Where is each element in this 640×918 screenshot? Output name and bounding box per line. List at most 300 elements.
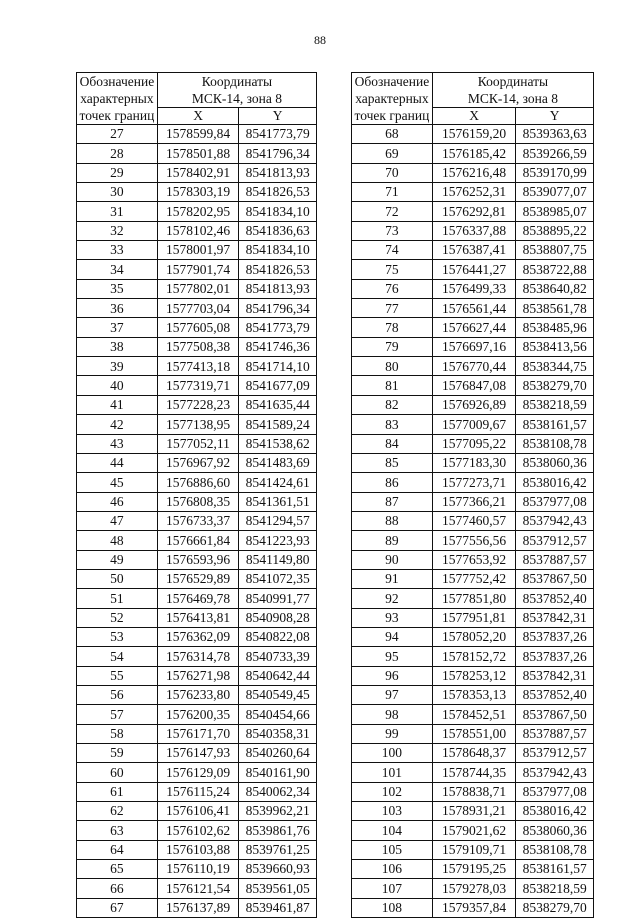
table-row — [77, 473, 317, 492]
point-number-cell: 66 — [77, 879, 158, 898]
y-coordinate-cell: 8540062,34 — [239, 782, 317, 801]
y-coordinate-cell: 8538485,96 — [516, 318, 594, 337]
point-number-cell: 64 — [77, 840, 158, 859]
x-coordinate-cell: 1577901,74 — [157, 260, 239, 279]
page-number: 88 — [314, 33, 326, 47]
table-row — [352, 840, 594, 859]
table-row — [352, 299, 594, 318]
point-number-cell: 93 — [352, 608, 433, 627]
y-coordinate-cell: 8537852,40 — [516, 589, 594, 608]
point-number-cell: 100 — [352, 744, 433, 763]
table-row — [352, 376, 594, 395]
point-number-cell: 72 — [352, 202, 433, 221]
point-number-cell: 63 — [77, 821, 158, 840]
x-coordinate-cell: 1576697,16 — [432, 337, 515, 356]
x-coordinate-cell: 1578102,46 — [157, 221, 239, 240]
x-coordinate-cell: 1576733,37 — [157, 511, 239, 530]
point-number-cell: 46 — [77, 492, 158, 511]
table-row — [352, 125, 594, 144]
y-coordinate-cell: 8541834,10 — [239, 202, 317, 221]
y-coordinate-cell: 8537852,40 — [516, 685, 594, 704]
table-row — [77, 453, 317, 472]
table-row — [352, 241, 594, 260]
x-coordinate-cell: 1576808,35 — [157, 492, 239, 511]
designation-line-2: характерных — [80, 91, 154, 106]
point-number-cell: 71 — [352, 183, 433, 202]
x-coordinate-cell: 1577228,23 — [157, 395, 239, 414]
point-number-cell: 97 — [352, 685, 433, 704]
x-coordinate-cell: 1576529,89 — [157, 569, 239, 588]
x-coordinate-cell: 1577653,92 — [432, 550, 515, 569]
y-coordinate-cell: 8538108,78 — [516, 840, 594, 859]
table-row — [77, 860, 317, 879]
x-coordinate-cell: 1577366,21 — [432, 492, 515, 511]
point-number-cell: 57 — [77, 705, 158, 724]
table-row — [352, 802, 594, 821]
point-number-cell: 35 — [77, 279, 158, 298]
table-row — [352, 395, 594, 414]
x-coordinate-cell: 1578931,21 — [432, 802, 515, 821]
point-number-cell: 102 — [352, 782, 433, 801]
point-number-cell: 42 — [77, 415, 158, 434]
point-number-cell: 70 — [352, 163, 433, 182]
x-coordinate-cell: 1577138,95 — [157, 415, 239, 434]
x-coordinate-cell: 1576216,48 — [432, 163, 515, 182]
x-coordinate-cell: 1576129,09 — [157, 763, 239, 782]
y-coordinate-cell: 8537977,08 — [516, 782, 594, 801]
point-number-cell: 85 — [352, 453, 433, 472]
table-row — [77, 395, 317, 414]
y-coordinate-cell: 8540991,77 — [239, 589, 317, 608]
table-row — [77, 318, 317, 337]
table-row — [77, 763, 317, 782]
y-coordinate-cell: 8541826,53 — [239, 183, 317, 202]
y-coordinate-cell: 8537837,26 — [516, 627, 594, 646]
y-coordinate-cell: 8537887,57 — [516, 724, 594, 743]
point-number-cell: 77 — [352, 299, 433, 318]
point-number-cell: 56 — [77, 685, 158, 704]
y-coordinate-cell: 8539761,25 — [239, 840, 317, 859]
table-row — [77, 299, 317, 318]
point-number-cell: 80 — [352, 357, 433, 376]
table-row — [352, 569, 594, 588]
table-row — [352, 821, 594, 840]
x-coordinate-cell: 1576106,41 — [157, 802, 239, 821]
table-row — [352, 685, 594, 704]
table-row — [77, 647, 317, 666]
x-coordinate-cell: 1576661,84 — [157, 531, 239, 550]
x-coordinate-cell: 1579195,25 — [432, 860, 515, 879]
y-coordinate-cell: 8541677,09 — [239, 376, 317, 395]
point-number-cell: 55 — [77, 666, 158, 685]
x-coordinate-cell: 1577508,38 — [157, 337, 239, 356]
y-coordinate-cell: 8538161,57 — [516, 415, 594, 434]
point-number-cell: 103 — [352, 802, 433, 821]
table-row — [352, 647, 594, 666]
table-row — [352, 550, 594, 569]
table-row — [77, 569, 317, 588]
y-coordinate-cell: 8538016,42 — [516, 802, 594, 821]
table-row — [352, 163, 594, 182]
point-number-cell: 60 — [77, 763, 158, 782]
table-row — [77, 511, 317, 530]
point-number-cell: 94 — [352, 627, 433, 646]
coordinates-header — [432, 73, 593, 108]
x-coordinate-cell: 1577556,56 — [432, 531, 515, 550]
point-number-cell: 96 — [352, 666, 433, 685]
point-number-cell: 87 — [352, 492, 433, 511]
x-coordinate-cell: 1577183,30 — [432, 453, 515, 472]
y-coordinate-cell: 8537942,43 — [516, 763, 594, 782]
x-coordinate-cell: 1576137,89 — [157, 898, 239, 917]
designation-header — [77, 73, 158, 125]
table-row — [352, 705, 594, 724]
point-number-cell: 38 — [77, 337, 158, 356]
x-coordinate-cell: 1576252,31 — [432, 183, 515, 202]
y-coordinate-cell: 8537977,08 — [516, 492, 594, 511]
x-coordinate-cell: 1578001,97 — [157, 241, 239, 260]
table-row — [77, 183, 317, 202]
x-coordinate-cell: 1577095,22 — [432, 434, 515, 453]
designation-header — [352, 73, 433, 125]
point-number-cell: 36 — [77, 299, 158, 318]
y-coordinate-cell: 8541361,51 — [239, 492, 317, 511]
point-number-cell: 29 — [77, 163, 158, 182]
x-coordinate-cell: 1576233,80 — [157, 685, 239, 704]
point-number-cell: 78 — [352, 318, 433, 337]
x-coordinate-cell: 1577413,18 — [157, 357, 239, 376]
table-row — [352, 473, 594, 492]
table-row — [77, 415, 317, 434]
point-number-cell: 82 — [352, 395, 433, 414]
x-coordinate-cell: 1578152,72 — [432, 647, 515, 666]
x-coordinate-cell: 1577460,57 — [432, 511, 515, 530]
table-row — [352, 589, 594, 608]
point-number-cell: 32 — [77, 221, 158, 240]
x-coordinate-cell: 1576770,44 — [432, 357, 515, 376]
x-coordinate-cell: 1577009,67 — [432, 415, 515, 434]
point-number-cell: 76 — [352, 279, 433, 298]
y-coordinate-cell: 8541149,80 — [239, 550, 317, 569]
y-coordinate-cell: 8541483,69 — [239, 453, 317, 472]
x-coordinate-cell: 1577951,81 — [432, 608, 515, 627]
y-coordinate-cell: 8539962,21 — [239, 802, 317, 821]
x-coordinate-cell: 1578353,13 — [432, 685, 515, 704]
point-number-cell: 27 — [77, 125, 158, 144]
point-number-cell: 79 — [352, 337, 433, 356]
x-coordinate-cell: 1576171,70 — [157, 724, 239, 743]
point-number-cell: 108 — [352, 898, 433, 917]
x-coordinate-cell: 1576627,44 — [432, 318, 515, 337]
x-coordinate-cell: 1577319,71 — [157, 376, 239, 395]
table-row — [77, 125, 317, 144]
y-coordinate-cell: 8541773,79 — [239, 125, 317, 144]
y-coordinate-cell: 8541773,79 — [239, 318, 317, 337]
table-row — [352, 744, 594, 763]
table-row — [77, 221, 317, 240]
y-coordinate-cell: 8538413,56 — [516, 337, 594, 356]
y-coordinate-cell: 8538218,59 — [516, 879, 594, 898]
y-coordinate-cell: 8541796,34 — [239, 299, 317, 318]
table-row — [77, 627, 317, 646]
y-coordinate-cell: 8537867,50 — [516, 705, 594, 724]
point-number-cell: 105 — [352, 840, 433, 859]
table-body-right — [352, 125, 594, 918]
point-number-cell: 68 — [352, 125, 433, 144]
point-number-cell: 31 — [77, 202, 158, 221]
table-row — [352, 318, 594, 337]
y-coordinate-cell: 8540642,44 — [239, 666, 317, 685]
table-row — [352, 337, 594, 356]
x-coordinate-cell: 1578303,19 — [157, 183, 239, 202]
table-row — [352, 492, 594, 511]
y-coordinate-cell: 8540733,39 — [239, 647, 317, 666]
table-row — [77, 550, 317, 569]
x-coordinate-cell: 1578402,91 — [157, 163, 239, 182]
x-coordinate-cell: 1578501,88 — [157, 144, 239, 163]
table-row — [77, 163, 317, 182]
y-coordinate-cell: 8541746,36 — [239, 337, 317, 356]
x-coordinate-cell: 1576103,88 — [157, 840, 239, 859]
table-row — [77, 705, 317, 724]
point-number-cell: 84 — [352, 434, 433, 453]
point-number-cell: 33 — [77, 241, 158, 260]
x-coordinate-cell: 1578551,00 — [432, 724, 515, 743]
point-number-cell: 99 — [352, 724, 433, 743]
x-coordinate-cell: 1576271,98 — [157, 666, 239, 685]
y-coordinate-cell: 8538218,59 — [516, 395, 594, 414]
table-row — [77, 666, 317, 685]
table-row — [77, 202, 317, 221]
point-number-cell: 58 — [77, 724, 158, 743]
table-row — [77, 279, 317, 298]
point-number-cell: 91 — [352, 569, 433, 588]
y-coordinate-cell: 8537842,31 — [516, 608, 594, 627]
designation-line-1: Обозначение — [79, 74, 155, 89]
point-number-cell: 73 — [352, 221, 433, 240]
x-coordinate-cell: 1578838,71 — [432, 782, 515, 801]
y-coordinate-cell: 8539363,63 — [516, 125, 594, 144]
y-coordinate-cell: 8537942,43 — [516, 511, 594, 530]
x-coordinate-cell: 1577752,42 — [432, 569, 515, 588]
y-coordinate-cell: 8538279,70 — [516, 376, 594, 395]
point-number-cell: 47 — [77, 511, 158, 530]
x-coordinate-cell: 1576337,88 — [432, 221, 515, 240]
y-coordinate-cell: 8539861,76 — [239, 821, 317, 840]
point-number-cell: 28 — [77, 144, 158, 163]
table-row — [352, 202, 594, 221]
table-row — [77, 241, 317, 260]
table-row — [77, 724, 317, 743]
x-column-header: X — [157, 108, 239, 125]
designation-line-1: Обозначение — [354, 74, 430, 89]
x-coordinate-cell: 1578599,84 — [157, 125, 239, 144]
y-coordinate-cell: 8541635,44 — [239, 395, 317, 414]
table-row — [352, 434, 594, 453]
y-coordinate-cell: 8539077,07 — [516, 183, 594, 202]
table-row — [352, 879, 594, 898]
point-number-cell: 43 — [77, 434, 158, 453]
table-row — [352, 279, 594, 298]
y-coordinate-cell: 8541223,93 — [239, 531, 317, 550]
x-coordinate-cell: 1576147,93 — [157, 744, 239, 763]
x-coordinate-cell: 1576967,92 — [157, 453, 239, 472]
coordinate-system-label: МСК-14, зона 8 — [467, 91, 558, 106]
y-coordinate-cell: 8541424,61 — [239, 473, 317, 492]
table-row — [352, 415, 594, 434]
point-number-cell: 41 — [77, 395, 158, 414]
table-row — [352, 453, 594, 472]
point-number-cell: 83 — [352, 415, 433, 434]
x-coordinate-cell: 1579109,71 — [432, 840, 515, 859]
x-coordinate-cell: 1576102,62 — [157, 821, 239, 840]
x-coordinate-cell: 1576469,78 — [157, 589, 239, 608]
point-number-cell: 62 — [77, 802, 158, 821]
point-number-cell: 61 — [77, 782, 158, 801]
y-coordinate-cell: 8540549,45 — [239, 685, 317, 704]
coordinates-header — [157, 73, 316, 108]
x-coordinate-cell: 1576110,19 — [157, 860, 239, 879]
y-column-header: Y — [239, 108, 317, 125]
x-coordinate-cell: 1577605,08 — [157, 318, 239, 337]
designation-line-3: точек границ — [354, 108, 430, 123]
x-coordinate-cell: 1579021,62 — [432, 821, 515, 840]
designation-line-3: точек границ — [79, 108, 155, 123]
y-coordinate-cell: 8541836,63 — [239, 221, 317, 240]
designation-line-2: характерных — [355, 91, 429, 106]
table-row — [77, 744, 317, 763]
point-number-cell: 51 — [77, 589, 158, 608]
table-row — [352, 608, 594, 627]
point-number-cell: 49 — [77, 550, 158, 569]
table-row — [77, 492, 317, 511]
point-number-cell: 74 — [352, 241, 433, 260]
point-number-cell: 106 — [352, 860, 433, 879]
table-row — [77, 782, 317, 801]
table-header — [77, 73, 317, 125]
point-number-cell: 81 — [352, 376, 433, 395]
y-coordinate-cell: 8537867,50 — [516, 569, 594, 588]
y-coordinate-cell: 8537887,57 — [516, 550, 594, 569]
y-coordinate-cell: 8540161,90 — [239, 763, 317, 782]
table-row — [77, 840, 317, 859]
x-coordinate-cell: 1577273,71 — [432, 473, 515, 492]
x-coordinate-cell: 1577851,80 — [432, 589, 515, 608]
x-coordinate-cell: 1576200,35 — [157, 705, 239, 724]
y-coordinate-cell: 8538807,75 — [516, 241, 594, 260]
table-row — [77, 879, 317, 898]
point-number-cell: 54 — [77, 647, 158, 666]
table-row — [77, 802, 317, 821]
point-number-cell: 95 — [352, 647, 433, 666]
x-coordinate-cell: 1576314,78 — [157, 647, 239, 666]
y-coordinate-cell: 8540260,64 — [239, 744, 317, 763]
y-coordinate-cell: 8539660,93 — [239, 860, 317, 879]
point-number-cell: 59 — [77, 744, 158, 763]
y-coordinate-cell: 8540822,08 — [239, 627, 317, 646]
x-coordinate-cell: 1576362,09 — [157, 627, 239, 646]
table-row — [77, 337, 317, 356]
point-number-cell: 101 — [352, 763, 433, 782]
x-coordinate-cell: 1577802,01 — [157, 279, 239, 298]
point-number-cell: 75 — [352, 260, 433, 279]
table-row — [77, 434, 317, 453]
y-coordinate-cell: 8537912,57 — [516, 744, 594, 763]
y-coordinate-cell: 8539561,05 — [239, 879, 317, 898]
coordinates-title: Координаты — [477, 74, 549, 89]
x-coordinate-cell: 1576593,96 — [157, 550, 239, 569]
point-number-cell: 88 — [352, 511, 433, 530]
table-row — [352, 144, 594, 163]
point-number-cell: 30 — [77, 183, 158, 202]
table-row — [352, 860, 594, 879]
x-coordinate-cell: 1576413,81 — [157, 608, 239, 627]
x-coordinate-cell: 1576185,42 — [432, 144, 515, 163]
point-number-cell: 98 — [352, 705, 433, 724]
y-coordinate-cell: 8541826,53 — [239, 260, 317, 279]
x-coordinate-cell: 1577052,11 — [157, 434, 239, 453]
table-row — [77, 357, 317, 376]
table-row — [352, 782, 594, 801]
x-coordinate-cell: 1576387,41 — [432, 241, 515, 260]
x-coordinate-cell: 1576499,33 — [432, 279, 515, 298]
y-coordinate-cell: 8541813,93 — [239, 279, 317, 298]
y-coordinate-cell: 8541538,62 — [239, 434, 317, 453]
table-row — [352, 511, 594, 530]
x-coordinate-cell: 1577703,04 — [157, 299, 239, 318]
y-coordinate-cell: 8538016,42 — [516, 473, 594, 492]
table-row — [77, 376, 317, 395]
coordinate-system-label: МСК-14, зона 8 — [191, 91, 282, 106]
y-coordinate-cell: 8541813,93 — [239, 163, 317, 182]
x-coordinate-cell: 1576115,24 — [157, 782, 239, 801]
point-number-cell: 107 — [352, 879, 433, 898]
table-body-left — [77, 125, 317, 918]
y-coordinate-cell: 8540908,28 — [239, 608, 317, 627]
table-row — [352, 260, 594, 279]
y-column-header: Y — [516, 108, 594, 125]
table-row — [77, 531, 317, 550]
table-row — [77, 589, 317, 608]
y-coordinate-cell: 8538561,78 — [516, 299, 594, 318]
y-coordinate-cell: 8537837,26 — [516, 647, 594, 666]
x-coordinate-cell: 1578648,37 — [432, 744, 515, 763]
table-row — [352, 763, 594, 782]
point-number-cell: 45 — [77, 473, 158, 492]
point-number-cell: 53 — [77, 627, 158, 646]
x-coordinate-cell: 1576847,08 — [432, 376, 515, 395]
point-number-cell: 52 — [77, 608, 158, 627]
x-coordinate-cell: 1578744,35 — [432, 763, 515, 782]
y-coordinate-cell: 8538108,78 — [516, 434, 594, 453]
y-coordinate-cell: 8540454,66 — [239, 705, 317, 724]
y-coordinate-cell: 8538722,88 — [516, 260, 594, 279]
y-coordinate-cell: 8539461,87 — [239, 898, 317, 917]
x-coordinate-cell: 1576561,44 — [432, 299, 515, 318]
point-number-cell: 40 — [77, 376, 158, 395]
y-coordinate-cell: 8538060,36 — [516, 453, 594, 472]
coordinates-title: Координаты — [201, 74, 273, 89]
y-coordinate-cell: 8541072,35 — [239, 569, 317, 588]
table-row — [77, 821, 317, 840]
x-coordinate-cell: 1576886,60 — [157, 473, 239, 492]
x-coordinate-cell: 1576292,81 — [432, 202, 515, 221]
x-coordinate-cell: 1576441,27 — [432, 260, 515, 279]
x-coordinate-cell: 1579357,84 — [432, 898, 515, 917]
y-coordinate-cell: 8539266,59 — [516, 144, 594, 163]
y-coordinate-cell: 8541714,10 — [239, 357, 317, 376]
x-coordinate-cell: 1579278,03 — [432, 879, 515, 898]
